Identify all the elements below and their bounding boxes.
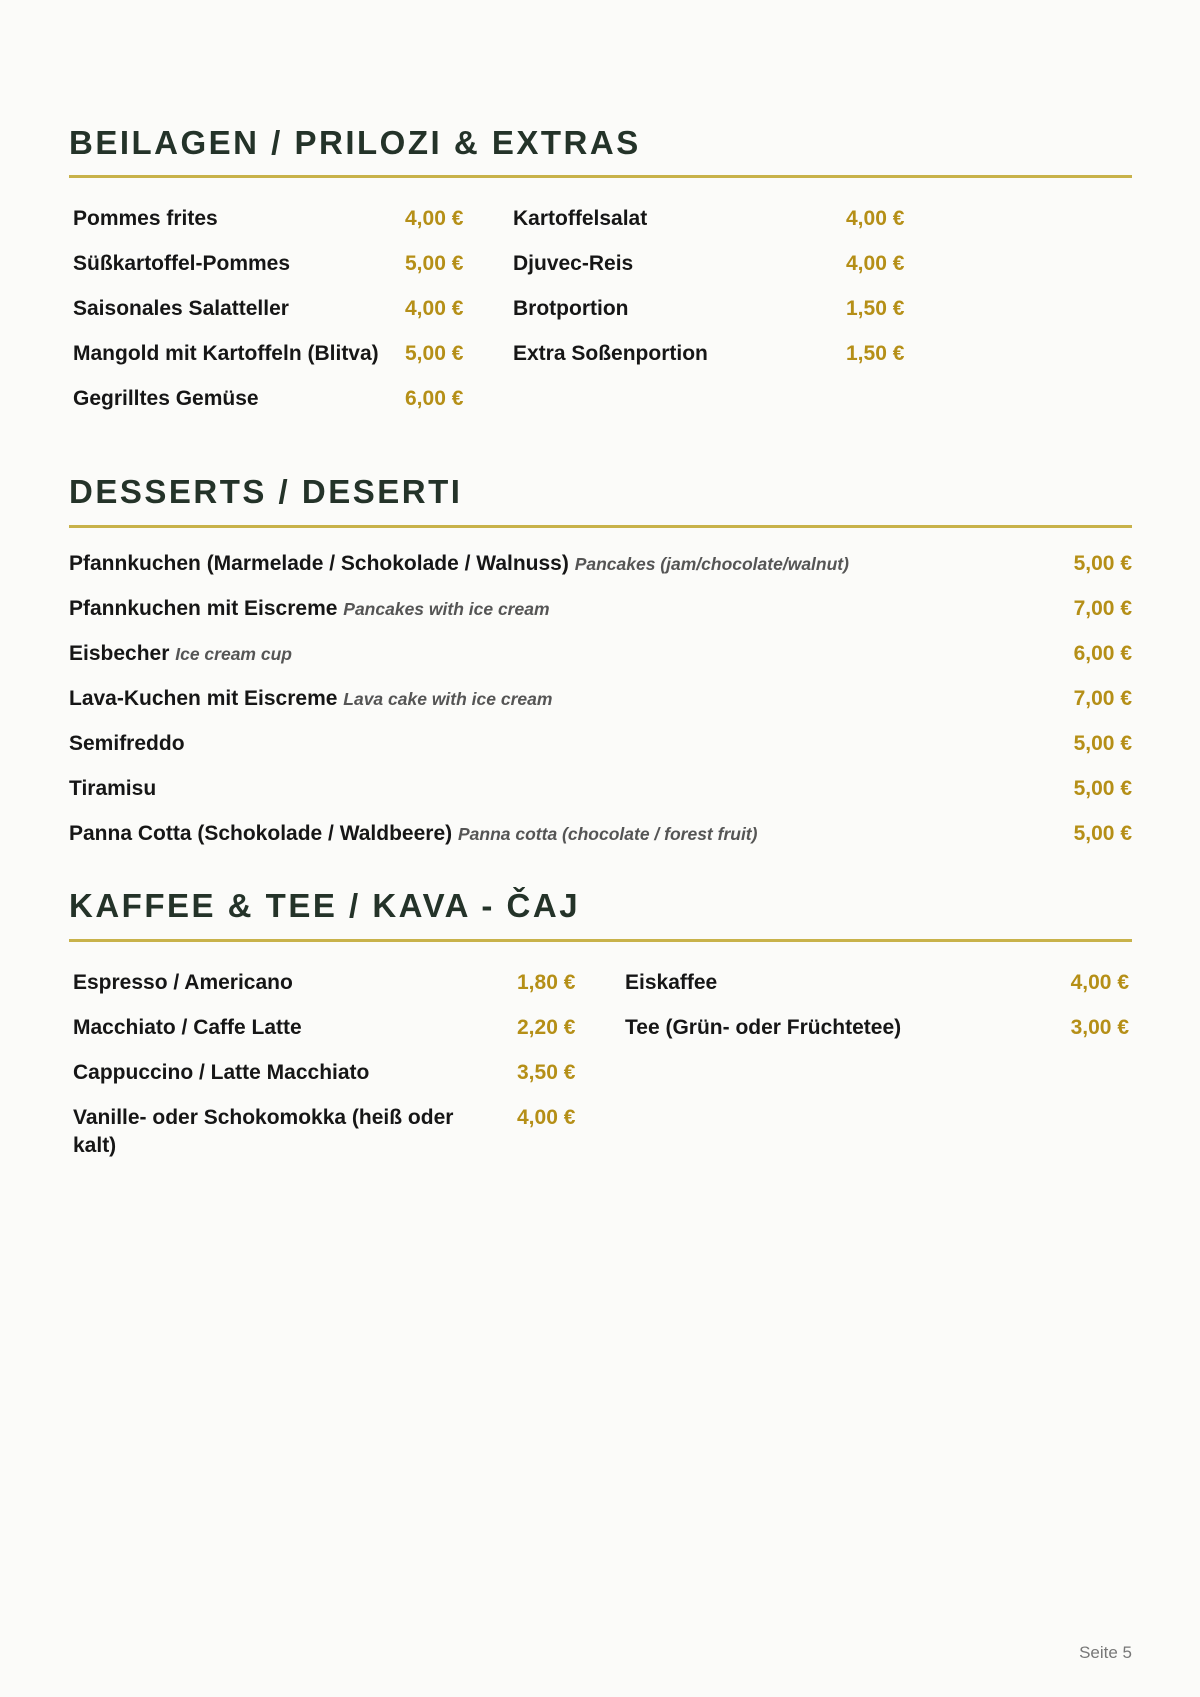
- list-item-name: Djuvec-Reis: [513, 252, 634, 275]
- list-item-price: 1,80 €: [517, 971, 576, 994]
- dessert-name: Pfannkuchen (Marmelade / Schokolade / Walnuss): [69, 552, 569, 575]
- page-number: Seite 5: [1079, 1643, 1132, 1662]
- dessert-translation: Pancakes (jam/chocolate/walnut): [574, 554, 849, 574]
- list-item-price: 5,00 €: [405, 252, 464, 275]
- section-divider: [69, 939, 1132, 942]
- list-item-price: 3,50 €: [517, 1061, 576, 1084]
- dessert-translation: Ice cream cup: [175, 644, 292, 664]
- list-item-name: Süßkartoffel-Pommes: [73, 252, 291, 275]
- dessert-translation: Lava cake with ice cream: [343, 689, 553, 709]
- list-item-price: 6,00 €: [405, 387, 464, 410]
- dessert-item: [69, 550, 849, 578]
- dessert-translation: Panna cotta (chocolate / forest fruit): [457, 824, 758, 844]
- section-title-beilagen: BEILAGEN / PRILOZI & EXTRAS: [69, 124, 641, 161]
- list-item-name: Gegrilltes Gemüse: [73, 387, 259, 410]
- list-item-price: 4,00 €: [846, 252, 905, 275]
- list-item-name: Espresso / Americano: [73, 971, 293, 994]
- list-item-price: 5,00 €: [405, 342, 464, 365]
- list-item-name: Kartoffelsalat: [513, 207, 648, 230]
- list-item-price: 1,50 €: [846, 297, 905, 320]
- dessert-item: [69, 640, 292, 668]
- dessert-price: 5,00 €: [1073, 777, 1132, 800]
- list-item-name: Pommes frites: [73, 207, 218, 230]
- list-item-price: 3,00 €: [1070, 1016, 1129, 1039]
- list-item-name: Saisonales Salatteller: [73, 297, 289, 320]
- dessert-item: [69, 595, 550, 623]
- list-item-name: Tee (Grün- oder Früchtetee): [625, 1016, 902, 1039]
- dessert-price: 5,00 €: [1073, 732, 1132, 755]
- dessert-price: 5,00 €: [1073, 822, 1132, 845]
- dessert-item: [69, 820, 757, 848]
- section-title-desserts: DESSERTS / DESERTI: [69, 473, 463, 510]
- list-item-price: 4,00 €: [846, 207, 905, 230]
- dessert-price: 5,00 €: [1073, 552, 1132, 575]
- dessert-price: 7,00 €: [1073, 597, 1132, 620]
- dessert-item: [69, 685, 552, 713]
- section-divider: [69, 175, 1132, 178]
- list-item-price: 4,00 €: [405, 207, 464, 230]
- list-item-price: 4,00 €: [1070, 971, 1129, 994]
- dessert-name: Lava-Kuchen mit Eiscreme: [69, 687, 338, 710]
- list-item-name: Eiskaffee: [625, 971, 718, 994]
- list-item-price: 4,00 €: [405, 297, 464, 320]
- dessert-name: Panna Cotta (Schokolade / Waldbeere): [69, 822, 453, 845]
- dessert-price: 6,00 €: [1073, 642, 1132, 665]
- dessert-name: Semifreddo: [69, 732, 185, 755]
- section-divider: [69, 525, 1132, 528]
- dessert-name: Eisbecher: [69, 642, 170, 665]
- list-item-name: Extra Soßenportion: [513, 342, 708, 365]
- dessert-name: Pfannkuchen mit Eiscreme: [69, 597, 338, 620]
- list-item-price: 2,20 €: [517, 1016, 576, 1039]
- list-item-name: Brotportion: [513, 297, 629, 320]
- list-item-name: Vanille- oder Schokomokka (heiß oder kalt): [73, 1106, 454, 1157]
- list-item-name: Macchiato / Caffe Latte: [73, 1016, 302, 1039]
- section-title-kaffee: KAFFEE & TEE / KAVA - ČAJ: [69, 887, 581, 924]
- list-item-name: Cappuccino / Latte Macchiato: [73, 1061, 370, 1084]
- dessert-price: 7,00 €: [1073, 687, 1132, 710]
- list-item-name: Mangold mit Kartoffeln (Blitva): [73, 342, 379, 365]
- list-item-price: 4,00 €: [517, 1106, 576, 1129]
- dessert-translation: Pancakes with ice cream: [343, 599, 550, 619]
- dessert-name: Tiramisu: [69, 777, 157, 800]
- list-item-price: 1,50 €: [846, 342, 905, 365]
